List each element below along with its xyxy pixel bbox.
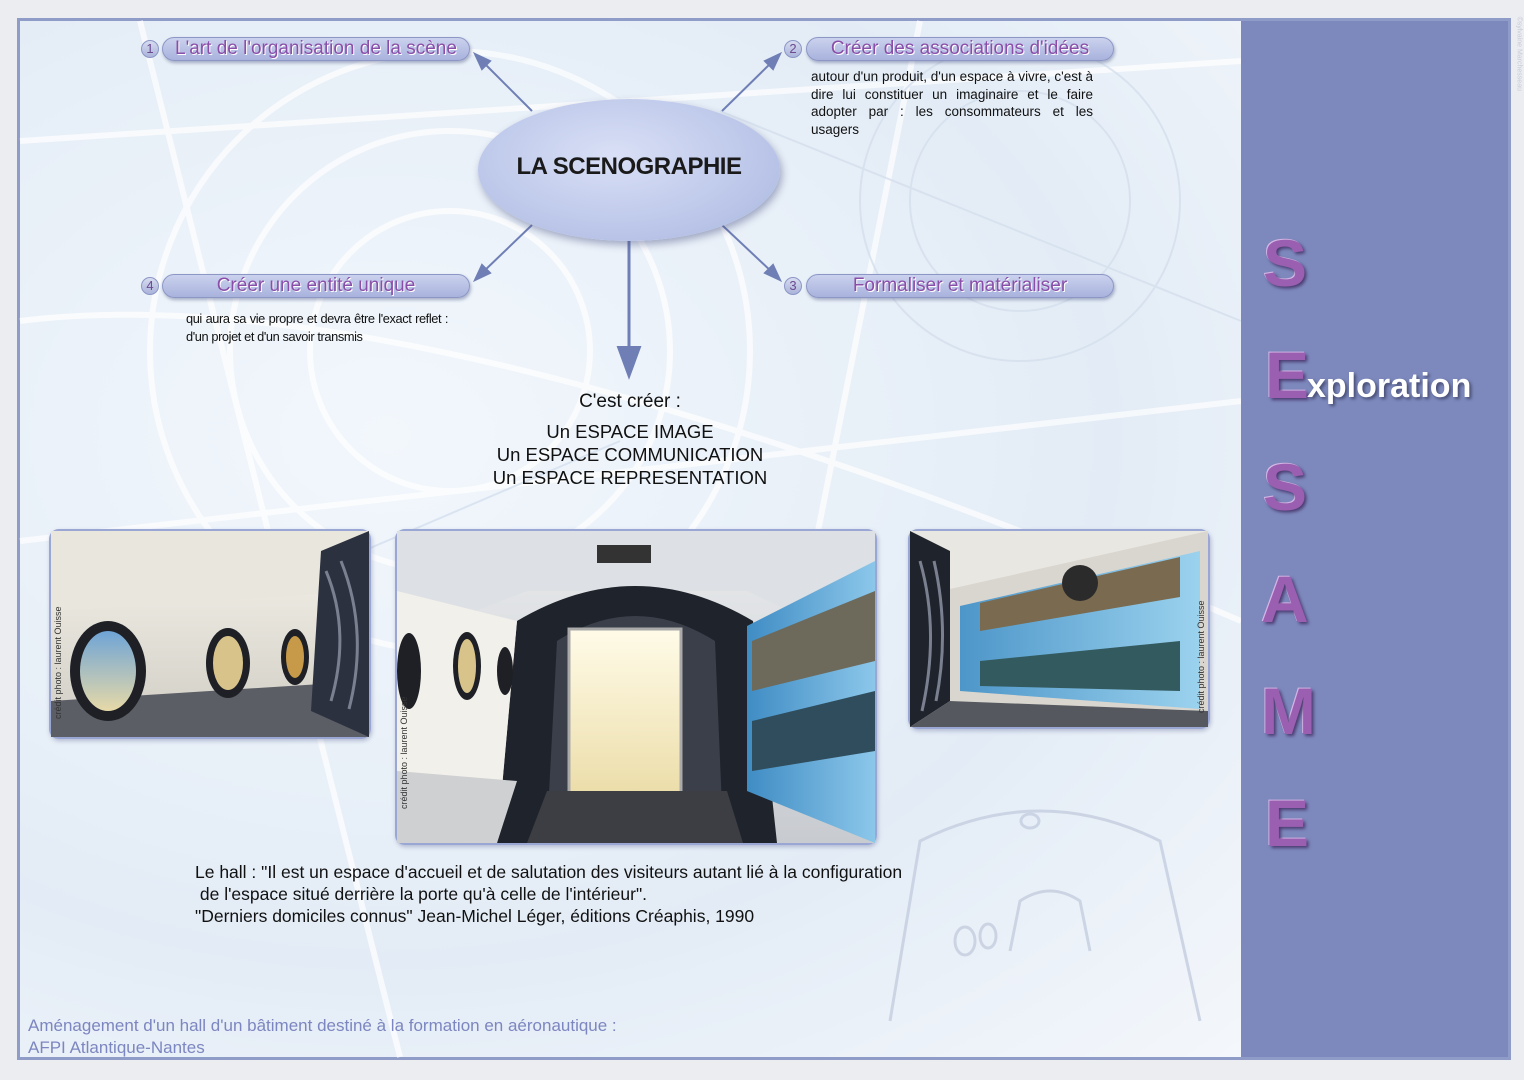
photo-3-credit: crédit photo : laurent Ouisse (1196, 600, 1206, 713)
caption-line-2: AFPI Atlantique-Nantes (28, 1038, 205, 1057)
sesame-letter-s2: S (1263, 450, 1308, 524)
photo-2-credit: crédit photo : laurent Ouisse (399, 696, 409, 809)
photo-hall-corridor (395, 529, 877, 845)
quote-line-3: "Derniers domiciles connus" Jean-Michel Léger, éditions Créaphis, 1990 (195, 906, 755, 926)
caption-line-1: Aménagement d'un hall d'un bâtiment destiné à la formation en aéronautique : (28, 1016, 617, 1035)
sesame-letter-a: A (1261, 562, 1309, 636)
photo-portholes-image (51, 531, 369, 737)
branch-2-title: Créer des associations d'idées (806, 37, 1114, 61)
sesame-letter-s1: S (1263, 226, 1308, 300)
result-line-2: Un ESPACE COMMUNICATION (496, 444, 764, 465)
quote-line-1: Le hall : "Il est un espace d'accueil et de salutation des visiteurs autant lié à la configuration (195, 862, 903, 882)
branch-3-number: 3 (784, 277, 802, 295)
center-node-title: LA SCENOGRAPHIE (516, 153, 742, 180)
branch-4-description: qui aura sa vie propre et devra être l'exact reflet : d'un projet et d'un savoir transmis (186, 311, 448, 344)
sesame-letter-e1: E (1265, 338, 1310, 412)
project-caption (28, 1015, 617, 1059)
result-line-3: Un ESPACE REPRESENTATION (492, 467, 768, 488)
photo-portholes (49, 529, 371, 739)
sesame-sidebar (1241, 16, 1522, 1057)
photo-hall-corridor-image (397, 531, 875, 843)
exploration-label: xploration (1307, 367, 1472, 405)
branch-3-title: Formaliser et matérialiser (806, 274, 1114, 298)
copyright-note: ©sylvaine Marchesseau (1515, 16, 1522, 91)
photo-mural-wall-image (910, 531, 1208, 727)
branch-4-title: Créer une entité unique (162, 274, 470, 298)
quote-line-2: de l'espace situé derrière la porte qu'à celle de l'intérieur". (195, 884, 648, 904)
result-line-1: Un ESPACE IMAGE (546, 421, 714, 442)
branch-2-number: 2 (784, 40, 802, 58)
main-panel (20, 21, 1241, 1057)
sesame-letter-e2: E (1265, 786, 1310, 860)
branch-1-title: L'art de l'organisation de la scène (162, 37, 470, 61)
branch-1-number: 1 (141, 40, 159, 58)
branch-4-number: 4 (141, 277, 159, 295)
branch-2-description: autour d'un produit, d'un espace à vivre, c'est à dire lui constituer un imaginaire et le faire adopter par : les consommateurs et les usagers (811, 69, 1093, 137)
hall-quote (195, 861, 902, 927)
page-frame (17, 16, 1522, 1060)
sesame-letter-m: M (1261, 674, 1316, 748)
result-intro: C'est créer : (579, 391, 681, 412)
photo-1-credit: crédit photo : laurent Ouisse (53, 606, 63, 719)
photo-mural-wall (908, 529, 1210, 729)
